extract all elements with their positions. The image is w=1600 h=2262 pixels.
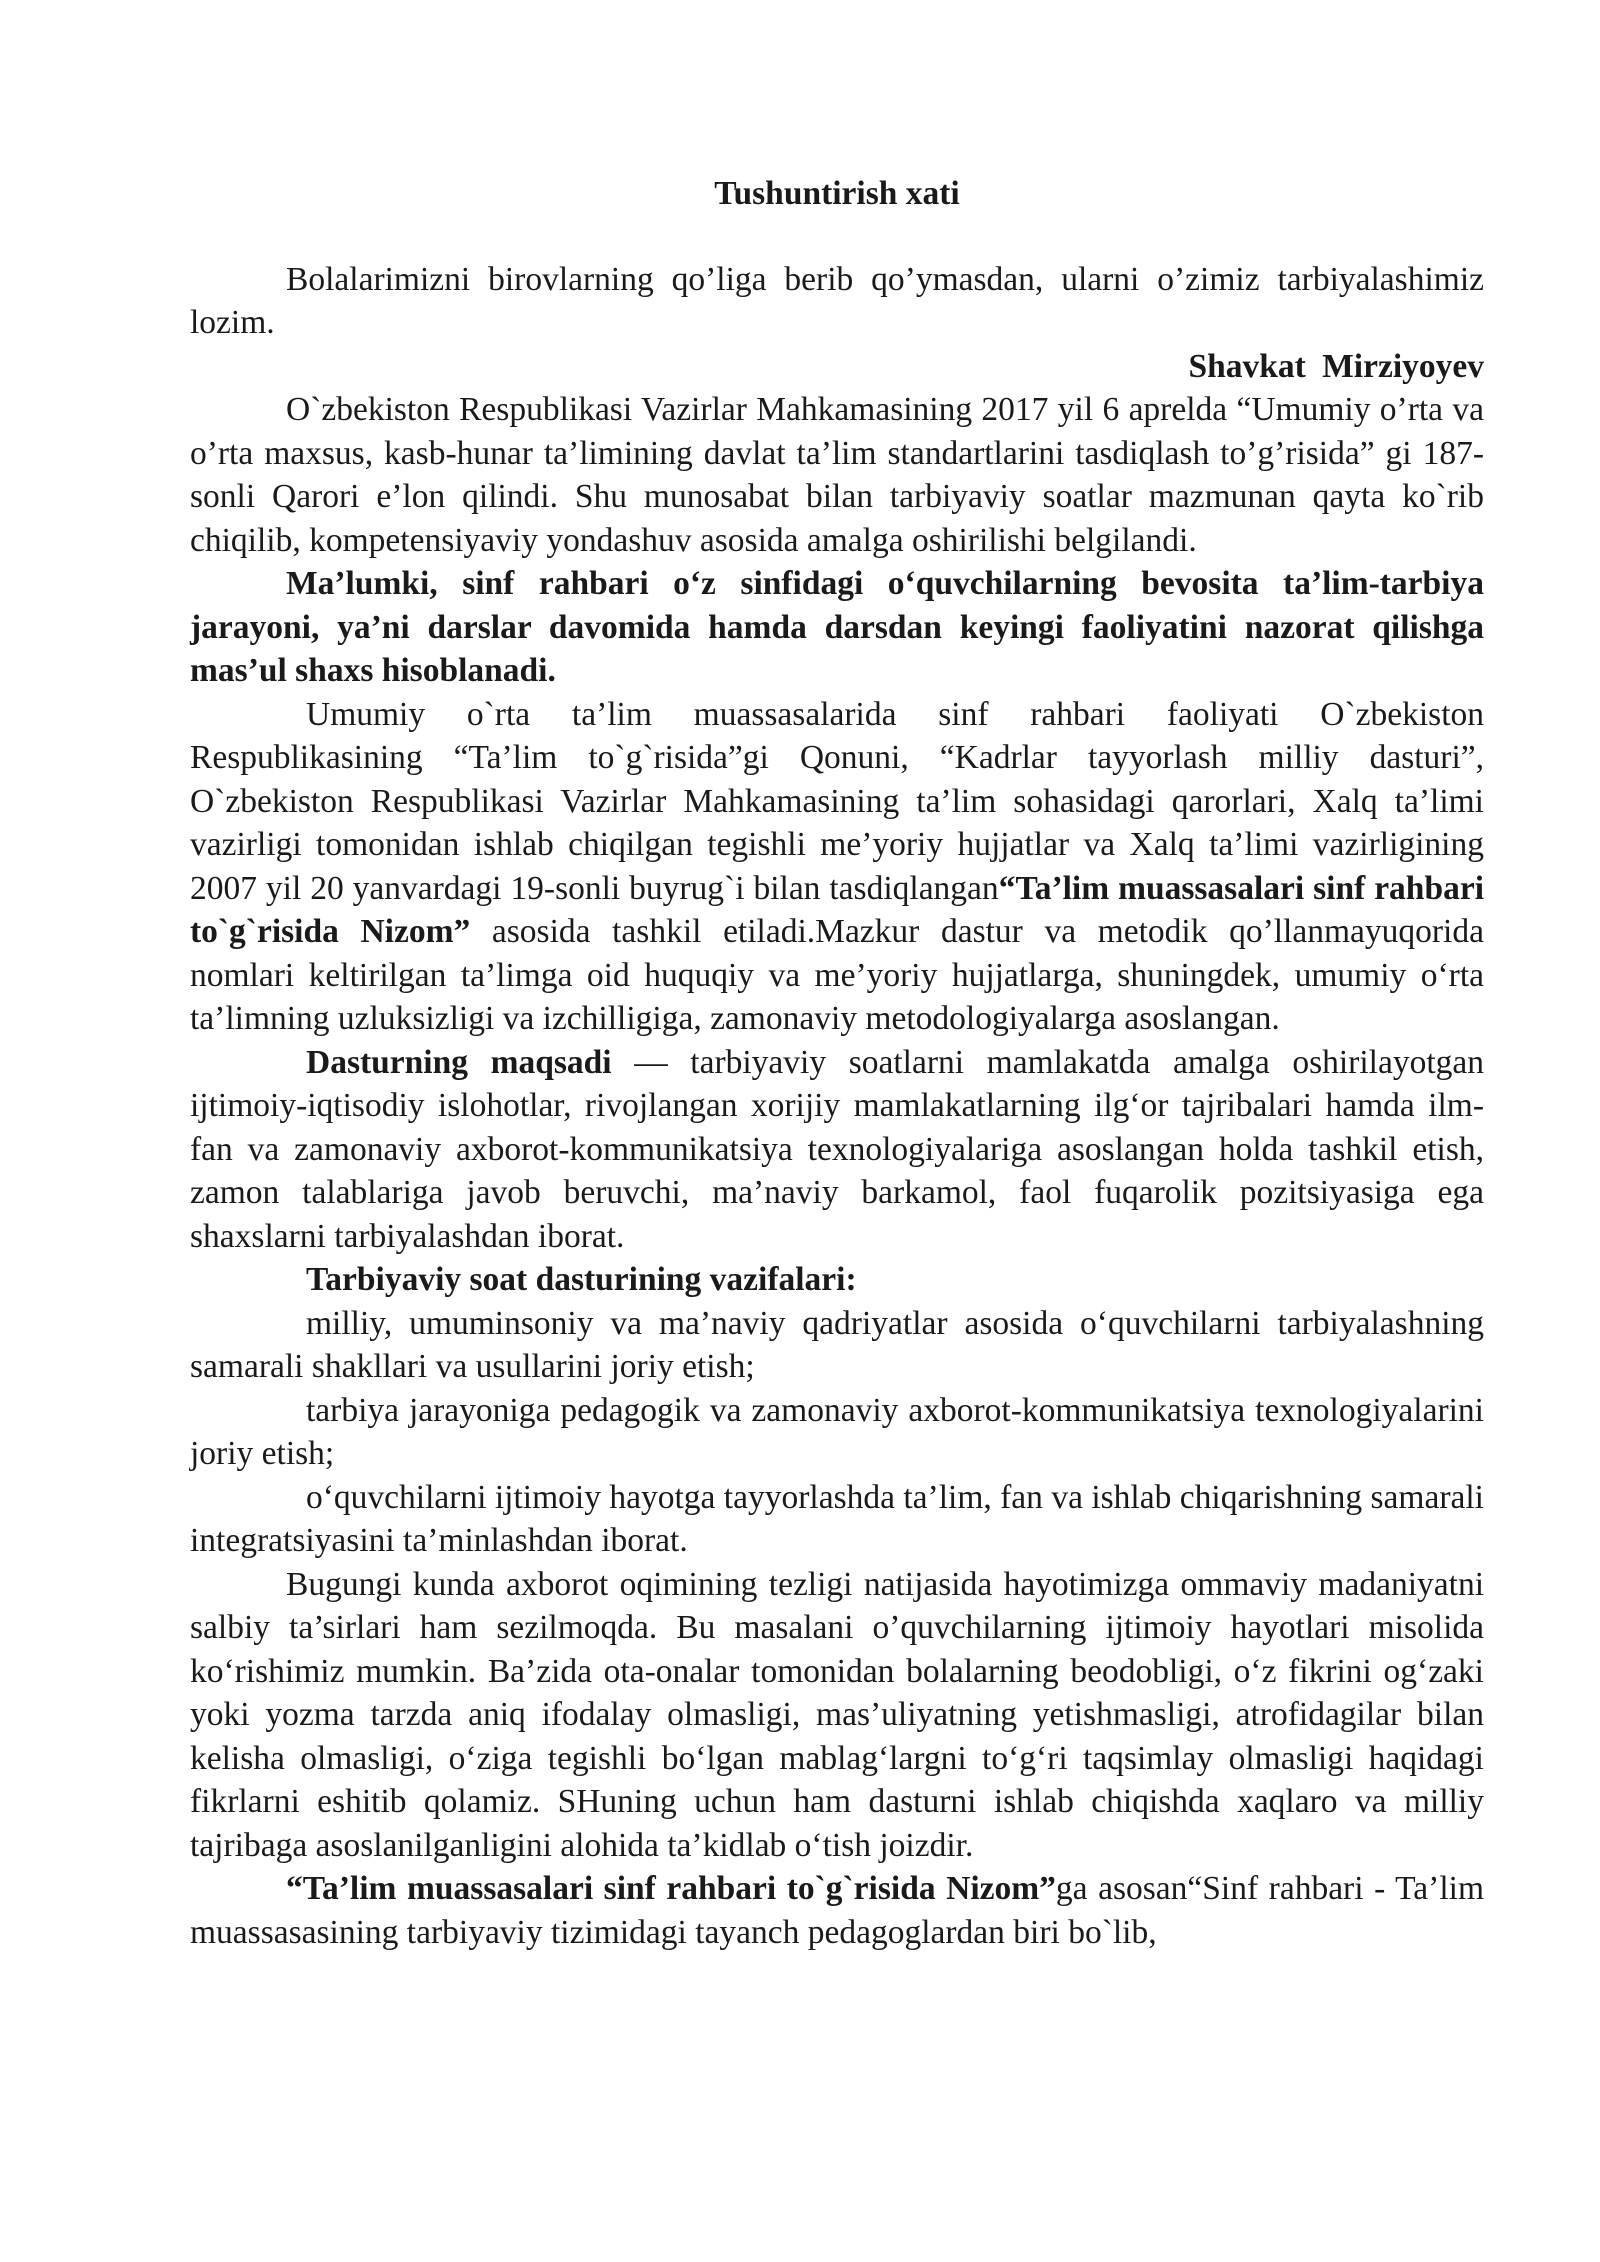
regulation-text: ga asosan“Sinf rahbari - Ta’lim muassasasining tarbiyaviy tizimidagi tayanch pedagoglardan biri bo`lib, xyxy=(190,1870,1484,1951)
regulation-title: “Ta’lim muassasalari sinf rahbari to`g`risida Nizom” xyxy=(190,869,1484,950)
legal-basis-continuation: asosida tashkil etiladi.Mazkur dastur va metodik qo’llanmayuqorida nomlari keltirilgan ta’limga oid huquqiy va me’yoriy hujjatlarga, shuningdek, umumiy o‘rta ta’limning uzluksizligi va izchilligiga, zamonaviy metodologiyalarga asoslangan. xyxy=(190,913,1484,1037)
regulation-title: “Ta’lim muassasalari sinf rahbari to`g`risida Nizom” xyxy=(286,1870,1056,1907)
epigraph-author: Shavkat Mirziyoyev xyxy=(1188,347,1484,385)
paragraph-decree: O`zbekiston Respublikasi Vazirlar Mahkamasining 2017 yil 6 aprelda “Umumiy o’rta va o’rta maxsus, kasb-hunar ta’limining davlat ta’lim standartlarini tasdiqlash to’g’risida” gi 187-sonli Qarori e’lon qilindi. Shu munosabat bilan tarbiyaviy soatlar mazmunan qayta ko`rib chiqilib, kompetensiyaviy yondashuv asosida amalga oshirilishi belgilandi. xyxy=(190,391,1484,559)
paragraph-legal-basis xyxy=(190,693,1484,1041)
task-item: milliy, umuminsoniy va ma’naviy qadriyatlar asosida o‘quvchilarni tarbiyalashning samarali shakllari va usullarini joriy etish; xyxy=(190,1304,1484,1385)
program-goal-text: — tarbiyaviy soatlarni mamlakatda amalga oshirilayotgan ijtimoiy-iqtisodiy islohotlar, rivojlangan xorijiy mamlakatlarning ilg‘or tajribalari hamda ilm-fan va zamonaviy axborot-kommunikatsiya texnologiyalariga asoslangan holda tashkil etish, zamon talablariga javob beruvchi, ma’naviy barkamol, faol fuqarolik pozitsiyasiga ega shaxslarni tarbiyalashdan iborat. xyxy=(190,1043,1484,1255)
document-page xyxy=(190,172,1484,1954)
tasks-heading: Tarbiyaviy soat dasturining vazifalari: xyxy=(306,1261,857,1298)
epigraph: Bolalarimizni birovlarning qo’liga berib qo’ymasdan, ularni o’zimiz tarbiyalashimiz lozim. xyxy=(190,260,1484,341)
legal-basis-text: Umumiy o`rta ta’lim muassasalarida sinf rahbari faoliyati O`zbekiston Respublikasining “Ta’lim to`g`risida”gi Qonuni, “Kadrlar tayyorlash milliy dasturi”, O`zbekiston Respublikasi Vazirlar Mahkamasining ta’lim sohasidagi qarorlari, Xalq ta’limi vazirligi tomonidan ishlab chiqilgan tegishli me’yoriy hujjatlar va Xalq ta’limi vazirligining 2007 yil 20 yanvardagi 19-sonli buyrug`i bilan tasdiqlangan xyxy=(190,695,1484,907)
paragraph-regulation xyxy=(190,1867,1484,1954)
task-item: o‘quvchilarni ijtimoiy hayotga tayyorlashda ta’lim, fan va ishlab chiqarishning samarali integratsiyasini ta’minlashdan iborat. xyxy=(190,1478,1484,1559)
paragraph-program-goal xyxy=(190,1041,1484,1259)
program-goal-heading: Dasturning maqsadi xyxy=(306,1043,612,1081)
document-title: Tushuntirish xati xyxy=(714,175,960,212)
task-item: tarbiya jarayoniga pedagogik va zamonaviy axborot-kommunikatsiya texnologiyalarini joriy etish; xyxy=(190,1391,1484,1472)
paragraph-class-teacher: Ma’lumki, sinf rahbari o‘z sinfidagi o‘quvchilarning bevosita ta’lim-tarbiya jarayoni, ya’ni darslar davomida hamda darsdan keyingi faoliyatini nazorat qilishga mas’ul shaxs hisoblanadi. xyxy=(190,565,1484,689)
paragraph-mass-culture: Bugungi kunda axborot oqimining tezligi natijasida hayotimizga ommaviy madaniyatni salbiy ta’sirlari ham sezilmoqda. Bu masalani o’quvchilarning ijtimoiy hayotlari misolida ko‘rishimiz mumkin. Ba’zida ota-onalar tomonidan bolalarning beodobligi, o‘z fikrini og‘zaki yoki yozma tarzda aniq ifodalay olmasligi, mas’uliyatning yetishmasligi, atrofidagilar bilan kelisha olmasligi, o‘ziga tegishli bo‘lgan mablag‘largni to‘g‘ri taqsimlay olmasligi haqidagi fikrlarni eshitib qolamiz. SHuning uchun ham dasturni ishlab chiqishda xaqlaro va milliy tajribaga asoslanilganligini alohida ta’kidlab o‘tish joizdir. xyxy=(190,1565,1484,1864)
